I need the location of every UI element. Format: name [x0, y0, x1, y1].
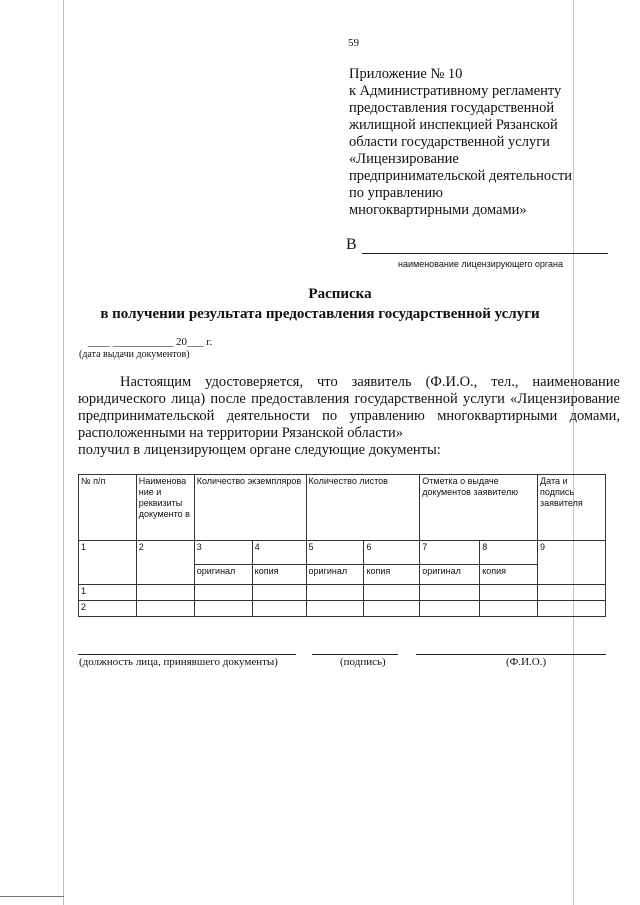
sub-copy: копия [252, 565, 306, 585]
sub-original: оригинал [306, 565, 364, 585]
statement-text [78, 374, 620, 459]
recipient-field-line [362, 253, 608, 254]
table-row [79, 601, 606, 617]
col-number: 1 [79, 541, 137, 585]
col-number: 9 [538, 541, 606, 585]
header-date-sign: Дата и подпись заявителя [538, 475, 606, 541]
signature-line [312, 654, 398, 655]
signature-caption: (подпись) [340, 656, 386, 668]
appendix-line: предпринимательской деятельности [349, 168, 573, 184]
appendix-line: многоквартирными домами» [349, 202, 527, 218]
sub-copy: копия [364, 565, 420, 585]
document-title: Расписка [308, 286, 372, 302]
appendix-line: Приложение № 10 [349, 66, 463, 82]
appendix-line: жилищной инспекцией Рязанской [349, 117, 558, 133]
statement-tail: получил в лицензирующем органе следующие документы: [78, 442, 441, 458]
scan-left-edge [63, 0, 64, 905]
header-name: Наименова ние и реквизиты документо в [136, 475, 194, 541]
col-number: 4 [252, 541, 306, 565]
appendix-header [349, 66, 599, 219]
row-number: 1 [79, 585, 137, 601]
header-num: № п/п [79, 475, 137, 541]
header-issue-mark: Отметка о выдаче документов заявителю [420, 475, 538, 541]
fio-caption: (Ф.И.О.) [506, 656, 547, 668]
page-number: 59 [348, 37, 359, 49]
fio-line [416, 654, 606, 655]
col-number: 7 [420, 541, 480, 565]
appendix-line: к Административному регламенту [349, 83, 562, 99]
appendix-line: «Лицензирование [349, 151, 459, 167]
sub-original: оригинал [420, 565, 480, 585]
position-caption: (должность лица, принявшего документы) [79, 656, 278, 668]
document-subtitle: в получении результата предоставления государственной услуги [100, 306, 540, 322]
statement-paragraph: Настоящим удостоверяется, что заявитель (Ф.И.О., тел., наименование юридического лица) после предоставления государственной услуги «Лицензирование предпринимательской деятельности по управлению многоквартирными домами, расположенными на территории Рязанской области» [78, 374, 620, 441]
col-number: 6 [364, 541, 420, 565]
col-number: 8 [480, 541, 538, 565]
sub-copy: копия [480, 565, 538, 585]
col-number: 3 [194, 541, 252, 565]
recipient-caption: наименование лицензирующего органа [398, 259, 563, 269]
sub-original: оригинал [194, 565, 252, 585]
date-field: ____ ___________ 20___ г. [88, 336, 213, 348]
row-number: 2 [79, 601, 137, 617]
appendix-line: области государственной услуги [349, 134, 550, 150]
appendix-line: по управлению [349, 185, 444, 201]
header-sheets-count: Количество листов [306, 475, 420, 541]
documents-table [78, 474, 606, 617]
table-row [79, 585, 606, 601]
position-line [78, 654, 296, 655]
appendix-line: предоставления государственной [349, 100, 555, 116]
header-copies-count: Количество экземпляров [194, 475, 306, 541]
col-number: 5 [306, 541, 364, 565]
col-number: 2 [136, 541, 194, 585]
scan-bottom-mark [0, 896, 64, 897]
date-caption: (дата выдачи документов) [79, 349, 190, 360]
recipient-prefix: В [346, 236, 357, 253]
